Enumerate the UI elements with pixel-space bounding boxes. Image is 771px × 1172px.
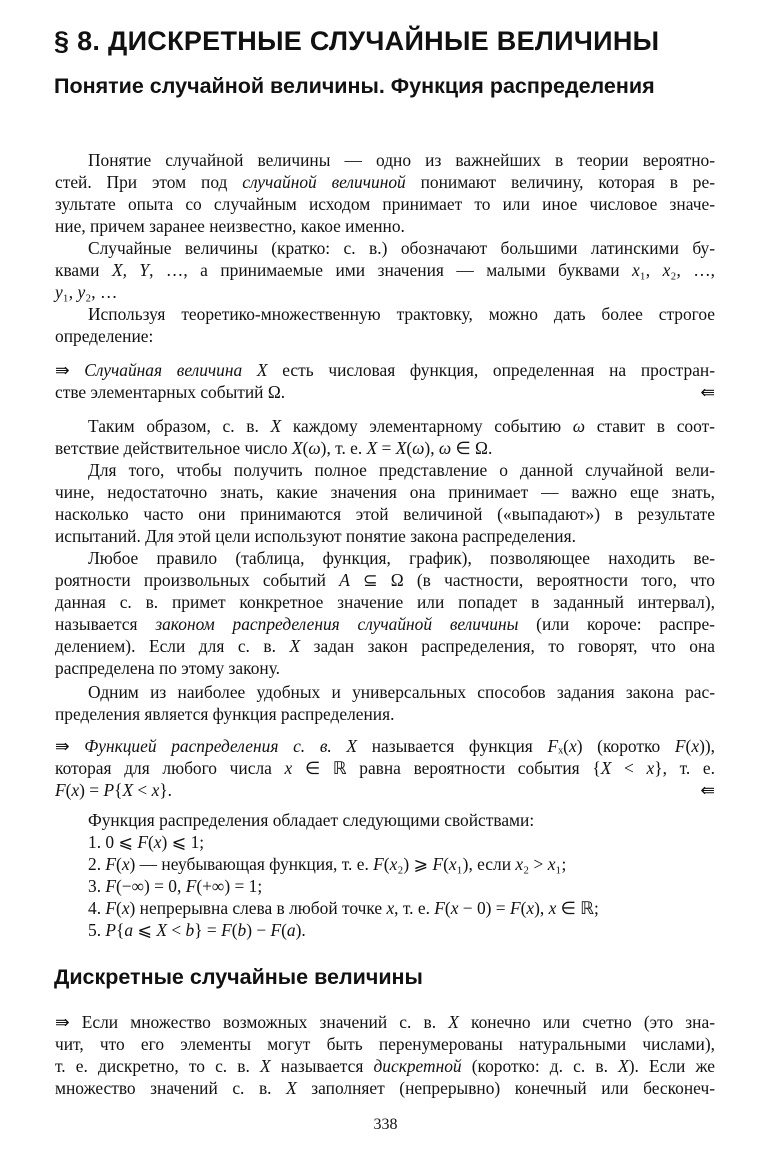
text-line	[55, 735, 715, 757]
text: (	[116, 898, 122, 918]
text: (−∞) = 0,	[116, 876, 186, 896]
definition	[55, 359, 715, 403]
text: ₂ >	[523, 854, 548, 874]
italic-text: A	[339, 570, 350, 590]
italic-text: X	[270, 416, 282, 436]
text: Таким образом, с. в.	[88, 416, 271, 436]
italic-text: y	[77, 282, 86, 302]
italic-text: F	[432, 854, 444, 874]
italic-text: x	[515, 854, 524, 874]
text: Функция распределения обладает следующими свойствами:	[88, 810, 535, 830]
text-line	[55, 503, 715, 525]
text: <	[166, 920, 186, 940]
italic-text: Функцией распределения с. в. X	[84, 736, 358, 756]
text: Случайные величины (кратко: с. в.) обозначают большими латинскими бу-	[88, 238, 715, 258]
italic-text: x	[450, 898, 459, 918]
text-line	[55, 779, 715, 801]
text: , т. е.	[394, 898, 435, 918]
text-line	[55, 459, 715, 481]
italic-text: F	[509, 898, 521, 918]
text: чит, что его элементы могут быть перенумерованы натуральными числами),	[55, 1034, 715, 1054]
text: ),	[534, 898, 549, 918]
text: испытаний. Для этой цели используют понятие закона распределения.	[55, 526, 576, 546]
text: Для того, чтобы получить полное представление о данной случайной вели-	[88, 460, 715, 480]
text-line	[55, 1033, 715, 1055]
text: понимают величину, которая в ре-	[405, 172, 715, 192]
text: стей. При этом под	[55, 172, 243, 192]
text: 5.	[88, 920, 106, 940]
text: {	[114, 780, 123, 800]
text: т. е. дискретно, то с. в.	[55, 1056, 261, 1076]
text: Используя теоретико-множественную трактовку, можно дать более строгое	[88, 304, 715, 324]
text-line	[55, 681, 715, 703]
text: роятности произвольных событий	[55, 570, 340, 590]
text: (+∞) = 1;	[196, 876, 263, 896]
text: конечно или счетно (это зна-	[458, 1012, 715, 1032]
text: Одним из наиболее удобных и универсальных способов задания закона рас-	[88, 682, 715, 702]
text: (	[116, 854, 122, 874]
text-line	[55, 325, 715, 347]
text: ). Если же	[628, 1056, 715, 1076]
text: ⩽	[133, 920, 157, 940]
italic-text: ω	[438, 438, 452, 458]
text: ставит в соот-	[585, 416, 715, 436]
text-line	[55, 381, 715, 403]
italic-text: X	[366, 438, 378, 458]
italic-text: F	[137, 832, 148, 852]
text-line	[55, 809, 715, 831]
text: ) (коротко	[576, 736, 675, 756]
italic-text: ω	[572, 416, 586, 436]
text: (	[147, 832, 154, 852]
text-line	[55, 215, 715, 237]
italic-text: x	[448, 854, 457, 874]
text: (	[302, 438, 309, 458]
text-line	[55, 657, 715, 679]
text: есть числовая функция, определенная на простран-	[267, 360, 716, 380]
italic-text: y	[55, 282, 63, 302]
text-line	[55, 193, 715, 215]
text: ) — неубывающая функция, т. е.	[129, 854, 374, 874]
text: (или короче: распре-	[518, 614, 715, 634]
text: (	[231, 920, 238, 940]
italic-text: x	[526, 898, 535, 918]
italic-text: a	[286, 920, 296, 940]
text: {	[116, 920, 125, 940]
text-line	[55, 875, 715, 897]
text: ₁,	[639, 260, 663, 280]
text: стве элементарных событий Ω.	[55, 382, 286, 402]
text: данная с. в. примет конкретное значение или попадет в заданный интервал),	[55, 592, 715, 612]
italic-text: X	[122, 780, 134, 800]
text: задан закон распределения, то говорят, что она	[300, 636, 716, 656]
text: ₂, …	[85, 282, 118, 302]
text: чине, недостаточно знать, какие значения она принимает — важно еще знать,	[55, 482, 715, 502]
text: (	[443, 854, 449, 874]
text: − 0) =	[458, 898, 510, 918]
text: Любое правило (таблица, функция, график), позволяющее находить ве-	[88, 548, 715, 568]
text: делением). Если для с. в.	[55, 636, 290, 656]
paragraph	[55, 415, 715, 459]
text: }, т. е.	[654, 758, 715, 778]
italic-text: x	[646, 758, 655, 778]
italic-text: X	[395, 438, 407, 458]
text-line	[55, 437, 715, 459]
text-line	[55, 1077, 715, 1099]
text: называется	[270, 1056, 374, 1076]
italic-text: Случайная величина X	[84, 360, 268, 380]
definition	[55, 1011, 715, 1099]
italic-text: x	[71, 780, 80, 800]
paragraph	[55, 547, 715, 679]
text: пределения является функция распределения.	[55, 704, 395, 724]
text-line	[55, 149, 715, 171]
italic-text: P	[105, 920, 117, 940]
text: ∈ ℝ;	[556, 898, 599, 918]
text-line	[55, 635, 715, 657]
italic-text: F	[270, 920, 282, 940]
text: ⇛	[55, 360, 85, 380]
text: ) =	[79, 780, 104, 800]
text: квами	[55, 260, 112, 280]
text: множество значений с. в.	[55, 1078, 287, 1098]
properties-list	[55, 809, 715, 941]
text: (	[406, 438, 413, 458]
text: 2.	[88, 854, 106, 874]
italic-text: X	[600, 758, 612, 778]
italic-text: x	[153, 832, 162, 852]
italic-text: x	[284, 758, 293, 778]
text: определение:	[55, 326, 154, 346]
text-line	[55, 591, 715, 613]
text: называется	[55, 614, 156, 634]
text-line	[55, 171, 715, 193]
text-line	[55, 547, 715, 569]
text: каждому элементарному событию	[281, 416, 573, 436]
italic-text: x	[568, 736, 577, 756]
text: ),	[424, 438, 439, 458]
paragraph	[55, 237, 715, 303]
text: распределена по этому закону.	[55, 658, 281, 678]
italic-text: законом распределения случайной величины	[155, 614, 519, 634]
text: ₁), если	[456, 854, 516, 874]
italic-text: X	[286, 1078, 297, 1098]
text: <	[133, 780, 152, 800]
italic-text: X	[448, 1012, 459, 1032]
section-title: Понятие случайной величины. Функция распределения	[54, 74, 655, 98]
section-title-discrete: Дискретные случайные величины	[54, 965, 423, 989]
text: ) ⩽ 1;	[161, 832, 205, 852]
text: ), т. е.	[320, 438, 367, 458]
italic-text: ω	[308, 438, 321, 458]
text-line	[55, 303, 715, 325]
text-line	[55, 525, 715, 547]
italic-text: дискретной	[373, 1056, 462, 1076]
text-line	[55, 569, 715, 591]
italic-text: x	[389, 854, 398, 874]
italic-text: b	[185, 920, 195, 940]
text-line	[55, 481, 715, 503]
text: ние, причем заранее неизвестно, какое именно.	[55, 216, 405, 236]
text: ∈ Ω.	[451, 438, 493, 458]
text-line	[55, 415, 715, 437]
text: } =	[194, 920, 222, 940]
text: Понятие случайной величины — одно из важнейших в теории вероятно-	[88, 150, 715, 170]
text: (	[65, 780, 72, 800]
italic-text: P	[103, 780, 115, 800]
paragraph	[55, 149, 715, 237]
text: (коротко: д. с. в.	[461, 1056, 619, 1076]
italic-text: F	[547, 736, 559, 756]
text: <	[611, 758, 647, 778]
text: ⊆ Ω (в частности, вероятности того, что	[349, 570, 715, 590]
definition-end-arrow-icon: ⇚	[700, 382, 715, 402]
text-line	[55, 897, 715, 919]
text: ).	[295, 920, 306, 940]
text: ) непрерывна слева в любой точке	[129, 898, 387, 918]
italic-text: b	[237, 920, 247, 940]
italic-text: x	[662, 260, 671, 280]
italic-text: ω	[412, 438, 425, 458]
italic-text: F	[105, 854, 117, 874]
text: насколько часто они принимаются этой величиной («выпадают») в результате	[55, 504, 715, 524]
text: (	[520, 898, 527, 918]
italic-text: x	[121, 854, 130, 874]
text: ₁,	[62, 282, 78, 302]
text: ) −	[246, 920, 271, 940]
italic-text: F	[221, 920, 232, 940]
text: заполняет (непрерывно) конечный или бесконеч-	[296, 1078, 716, 1098]
text-line	[55, 359, 715, 381]
italic-text: x	[632, 260, 640, 280]
text: ∈ ℝ равна вероятности события {	[292, 758, 601, 778]
text: }.	[159, 780, 173, 800]
text: (	[281, 920, 287, 940]
text: , …, а принимаемые ими значения — малыми буквами	[149, 260, 632, 280]
text: ⇛ Если множество возможных значений с. в.	[55, 1012, 449, 1032]
text: =	[377, 438, 396, 458]
text-line	[55, 1011, 715, 1033]
italic-text: X	[289, 636, 301, 656]
italic-text: F	[373, 854, 384, 874]
text: (	[685, 736, 692, 756]
text-line	[55, 757, 715, 779]
italic-text: X	[291, 438, 303, 458]
italic-text: X, Y	[111, 260, 150, 280]
text: ₂) ⩾	[397, 854, 433, 874]
text: зультате опыта со случайным исходом принимает то или иное числовое значе-	[55, 194, 715, 214]
italic-text: a	[124, 920, 134, 940]
italic-text: x	[386, 898, 395, 918]
definition	[55, 735, 715, 801]
text: называется функция	[357, 736, 548, 756]
text: 3.	[88, 876, 106, 896]
italic-text: x	[121, 898, 130, 918]
text: (	[444, 898, 451, 918]
italic-text: F	[105, 876, 117, 896]
italic-text: x	[151, 780, 160, 800]
italic-text: F	[55, 780, 66, 800]
text-line	[55, 259, 715, 281]
italic-text: X	[618, 1056, 629, 1076]
italic-text: случайной величиной	[242, 172, 406, 192]
text-line	[55, 831, 715, 853]
page-number: 338	[373, 1116, 398, 1133]
italic-text: F	[105, 898, 117, 918]
italic-text: X	[156, 920, 167, 940]
text: ₓ(	[558, 736, 569, 756]
italic-text: x	[548, 898, 557, 918]
text-line	[55, 919, 715, 941]
text: которая для любого числа	[55, 758, 285, 778]
italic-text: F	[434, 898, 445, 918]
text: )),	[699, 736, 715, 756]
italic-text: x	[691, 736, 700, 756]
text-line	[55, 853, 715, 875]
chapter-title: § 8. ДИСКРЕТНЫЕ СЛУЧАЙНЫЕ ВЕЛИЧИНЫ	[54, 26, 660, 56]
text: ₁;	[555, 854, 567, 874]
text-line	[55, 1055, 715, 1077]
paragraph	[55, 459, 715, 547]
text: 4.	[88, 898, 106, 918]
text-line	[55, 281, 715, 303]
text-line	[55, 613, 715, 635]
text-line	[55, 703, 715, 725]
italic-text: F	[674, 736, 686, 756]
definition-end-arrow-icon: ⇚	[700, 780, 715, 800]
italic-text: X	[260, 1056, 271, 1076]
italic-text: F	[185, 876, 197, 896]
text: ₂, …,	[670, 260, 716, 280]
paragraph	[55, 303, 715, 347]
text: (	[383, 854, 390, 874]
italic-text: x	[547, 854, 556, 874]
text: ветствие действительное число	[55, 438, 292, 458]
text: 1. 0 ⩽	[88, 832, 138, 852]
paragraph	[55, 681, 715, 725]
text-line	[55, 237, 715, 259]
text: ⇛	[55, 736, 85, 756]
